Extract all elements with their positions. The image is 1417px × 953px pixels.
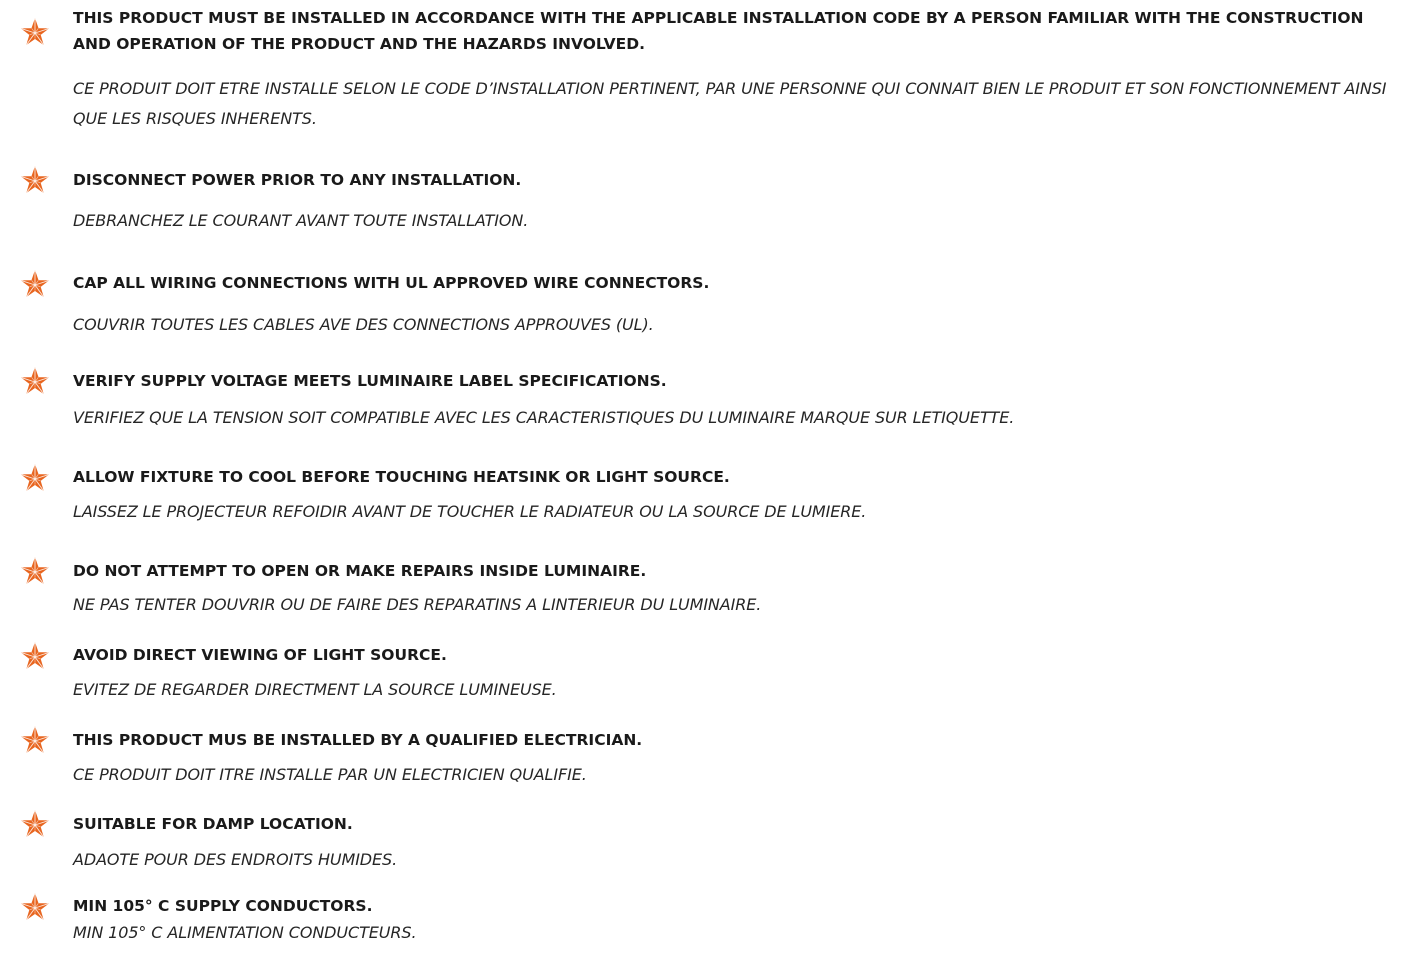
warning-french: MIN 105° C ALIMENTATION CONDUCTEURS. bbox=[73, 923, 417, 942]
warning-english: DO NOT ATTEMPT TO OPEN OR MAKE REPAIRS INSIDE LUMINAIRE. bbox=[73, 562, 647, 580]
warning-english: ALLOW FIXTURE TO COOL BEFORE TOUCHING HEATSINK OR LIGHT SOURCE. bbox=[73, 468, 730, 486]
star-icon bbox=[20, 810, 50, 840]
warning-french: CE PRODUIT DOIT ITRE INSTALLE PAR UN ELECTRICIEN QUALIFIE. bbox=[73, 765, 587, 784]
warning-english: THIS PRODUCT MUST BE INSTALLED IN ACCORDANCE WITH THE APPLICABLE INSTALLATION CODE BY A PERSON FAMILIAR WITH THE CONSTRUCTION AND OPERATION OF THE PRODUCT AND THE HAZARDS INVOLVED. bbox=[73, 9, 1364, 53]
warning-french: VERIFIEZ QUE LA TENSION SOIT COMPATIBLE AVEC LES CARACTERISTIQUES DU LUMINAIRE MARQUE SUR LETIQUETTE. bbox=[73, 408, 1015, 427]
star-icon bbox=[20, 166, 50, 196]
warning-english: MIN 105° C SUPPLY CONDUCTORS. bbox=[73, 897, 373, 915]
star-icon bbox=[20, 557, 50, 587]
warning-french: LAISSEZ LE PROJECTEUR REFOIDIR AVANT DE TOUCHER LE RADIATEUR OU LA SOURCE DE LUMIERE. bbox=[73, 502, 867, 521]
warning-english: AVOID DIRECT VIEWING OF LIGHT SOURCE. bbox=[73, 646, 447, 664]
star-icon bbox=[20, 464, 50, 494]
star-icon bbox=[20, 642, 50, 672]
star-icon bbox=[20, 367, 50, 397]
warning-french: NE PAS TENTER DOUVRIR OU DE FAIRE DES REPARATINS A LINTERIEUR DU LUMINAIRE. bbox=[73, 595, 762, 614]
warning-french: CE PRODUIT DOIT ETRE INSTALLE SELON LE CODE D’INSTALLATION PERTINENT, PAR UNE PERSONNE QUI CONNAIT BIEN LE PRODUIT ET SON FONCTIONNEMENT AINSI QUE LES RISQUES INHERENTS. bbox=[73, 79, 1387, 128]
warning-french: COUVRIR TOUTES LES CABLES AVE DES CONNECTIONS APPROUVES (UL). bbox=[73, 315, 654, 334]
warning-english: CAP ALL WIRING CONNECTIONS WITH UL APPROVED WIRE CONNECTORS. bbox=[73, 274, 710, 292]
star-icon bbox=[20, 893, 50, 923]
warning-french: ADAOTE POUR DES ENDROITS HUMIDES. bbox=[73, 850, 398, 869]
star-icon bbox=[20, 18, 50, 48]
star-icon bbox=[20, 726, 50, 756]
warning-french: DEBRANCHEZ LE COURANT AVANT TOUTE INSTALLATION. bbox=[73, 211, 529, 230]
warning-english: DISCONNECT POWER PRIOR TO ANY INSTALLATION. bbox=[73, 171, 522, 189]
warning-english: VERIFY SUPPLY VOLTAGE MEETS LUMINAIRE LABEL SPECIFICATIONS. bbox=[73, 372, 667, 390]
warning-english: THIS PRODUCT MUS BE INSTALLED BY A QUALIFIED ELECTRICIAN. bbox=[73, 731, 643, 749]
warning-english: SUITABLE FOR DAMP LOCATION. bbox=[73, 815, 353, 833]
warning-french: EVITEZ DE REGARDER DIRECTMENT LA SOURCE LUMINEUSE. bbox=[73, 680, 557, 699]
star-icon bbox=[20, 270, 50, 300]
